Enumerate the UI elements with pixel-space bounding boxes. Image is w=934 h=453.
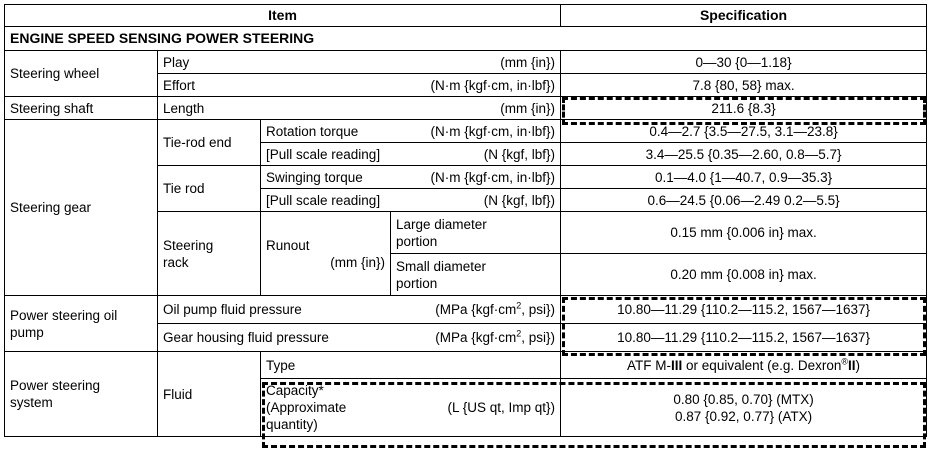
oil-pump-label [5,296,158,352]
effort-unit: (N·m {kgf·cm, in·lbf}) [430,77,556,93]
gear-housing-pressure-name: Gear housing fluid pressure [163,330,329,345]
type-item: Type [261,352,561,379]
table-row [5,120,927,143]
steering-shaft-label: Steering shaft [5,97,158,120]
header-specification: Specification [561,5,927,27]
tie-rod-pull-item [261,189,561,212]
tie-rod-pull-spec: 0.6—24.5 {0.06—2.49 0.2—5.5} [561,189,927,212]
fluid-label: Fluid [158,352,261,437]
steering-rack-line2: rack [163,254,189,270]
type-text: or equivalent (e.g. Dexron [682,357,842,373]
steering-rack-line1: Steering [163,237,214,253]
unit-text: , psi}) [521,330,556,345]
small-diameter-line1: Small diameter [396,258,487,274]
tie-rod-label: Tie rod [158,166,261,212]
table-row [5,352,927,379]
registered-mark: ® [841,356,849,366]
capacity-line1: Capacity* [266,383,324,398]
steering-gear-label: Steering gear [5,120,158,296]
play-name: Play [163,54,190,70]
tie-rod-end-pull-item [261,143,561,166]
play-item [158,51,561,74]
length-name: Length [163,100,205,116]
tie-rod-end-pull-spec: 3.4—25.5 {0.35—2.60, 0.8—5.7} [561,143,927,166]
small-diameter-spec: 0.20 mm {0.008 in} max. [561,254,927,296]
header-item: Item [5,5,561,27]
runout-label: Runout [266,237,310,253]
system-label [5,352,158,437]
specification-table [4,4,927,437]
gear-housing-pressure-item [158,324,561,352]
rotation-torque-name: Rotation torque [266,123,359,139]
rotation-torque-unit: (N·m {kgf·cm, in·lbf}) [430,123,556,139]
type-grade: III [671,357,683,373]
steering-rack-label [158,212,261,296]
effort-name: Effort [163,77,196,93]
oil-pump-pressure-name: Oil pump fluid pressure [163,302,302,317]
table-row [5,97,927,120]
runout-unit: (mm {in}) [330,254,385,270]
tie-rod-end-label: Tie-rod end [158,120,261,166]
unit-text: (MPa {kgf·cm [435,302,517,317]
header-row [5,5,927,27]
large-diameter-spec: 0.15 mm {0.006 in} max. [561,212,927,254]
capacity-line2: (Approximate [266,400,347,415]
rotation-torque-spec: 0.4—2.7 {3.5—27.5, 3.1—23.8} [561,120,927,143]
play-unit: (mm {in}) [500,54,556,70]
steering-wheel-label: Steering wheel [5,51,158,97]
swinging-torque-spec: 0.1—4.0 {1—40.7, 0.9—35.3} [561,166,927,189]
unit-superscript: 2 [516,300,522,311]
oil-pump-line1: Power steering oil [10,307,118,323]
oil-pump-line2: pump [10,324,44,340]
small-diameter-line2: portion [396,275,438,291]
system-line1: Power steering [10,378,101,393]
oil-pump-pressure-unit [435,301,555,318]
table-row [5,51,927,74]
length-unit: (mm {in}) [500,100,556,116]
tie-rod-pull-unit: (N {kgf, lbf}) [483,192,556,208]
length-spec: 211.6 {8.3} [561,97,927,120]
swinging-torque-unit: (N·m {kgf·cm, in·lbf}) [430,169,556,185]
effort-spec: 7.8 {80, 58} max. [561,74,927,97]
capacity-item [261,379,561,437]
capacity-line3: quantity) [266,417,318,432]
play-spec: 0—30 {0—1.18} [561,51,927,74]
type-grade: II [848,357,856,373]
type-text: ATF M- [627,357,672,373]
small-diameter-cell [391,254,561,296]
rotation-torque-item [261,120,561,143]
oil-pump-pressure-spec: 10.80—11.29 {110.2—115.2, 1567—1637} [561,296,927,324]
swinging-torque-name: Swinging torque [266,169,363,185]
effort-item [158,74,561,97]
capacity-unit: (L {US qt, Imp qt}) [447,400,556,415]
tie-rod-end-pull-name: [Pull scale reading] [266,146,381,162]
tie-rod-end-pull-unit: (N {kgf, lbf}) [483,146,556,162]
swinging-torque-item [261,166,561,189]
unit-text: , psi}) [521,302,556,317]
capacity-spec-atx: 0.87 {0.92, 0.77} (ATX) [675,408,813,424]
type-text: ) [855,357,861,373]
large-diameter-line1: Large diameter [396,216,487,232]
capacity-spec-mtx: 0.80 {0.85, 0.70} (MTX) [673,391,814,407]
capacity-spec [561,379,927,437]
gear-housing-pressure-unit [435,329,555,346]
section-title: ENGINE SPEED SENSING POWER STEERING [5,27,927,51]
unit-superscript: 2 [516,328,522,339]
large-diameter-cell [391,212,561,254]
type-spec [561,352,927,379]
length-item [158,97,561,120]
gear-housing-pressure-spec: 10.80—11.29 {110.2—115.2, 1567—1637} [561,324,927,352]
table-row [5,296,927,324]
tie-rod-pull-name: [Pull scale reading] [266,192,381,208]
large-diameter-line2: portion [396,233,438,249]
system-line2: system [10,395,53,410]
oil-pump-pressure-item [158,296,561,324]
unit-text: (MPa {kgf·cm [435,330,517,345]
runout-cell [261,212,391,296]
section-row [5,27,927,51]
